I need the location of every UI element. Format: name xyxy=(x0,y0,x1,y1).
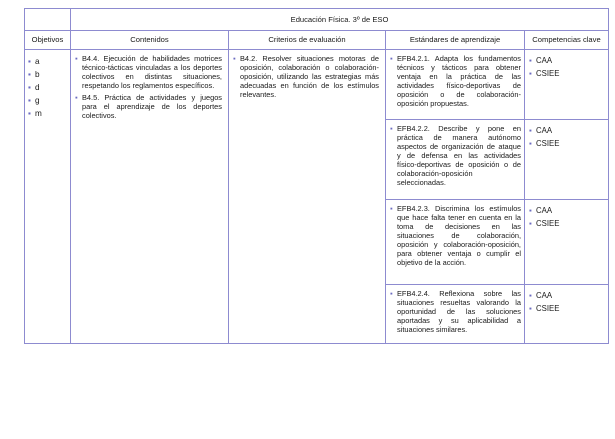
list-item: ▪ CAA xyxy=(529,56,553,65)
list-item: ▪ CAA xyxy=(529,206,553,215)
header-criterios: Criterios de evaluación xyxy=(229,31,386,50)
list-item: ▪ CAA xyxy=(529,291,553,300)
bullet-icon: ▪ xyxy=(75,54,78,63)
bullet-icon: ▪ xyxy=(529,139,532,148)
list-item: ▪ CSIEE xyxy=(529,219,560,228)
list-item: ▪ d xyxy=(28,83,40,92)
header-contenidos: Contenidos xyxy=(71,31,229,50)
contenidos-cell xyxy=(71,50,229,344)
bullet-icon: ▪ xyxy=(390,204,393,213)
criterios-cell xyxy=(229,50,386,344)
competencias-cell xyxy=(525,50,609,120)
header-competencias: Competencias clave xyxy=(525,31,609,50)
bullet-icon: ▪ xyxy=(529,219,532,228)
list-item: ▪ a xyxy=(28,57,40,66)
list-item: ▪ EFB4.2.4. Reflexiona sobre las situaciones resueltas valorando la oportunidad de las soluciones aportadas y su aplicabilidad a situaciones similares. xyxy=(390,289,521,335)
objetivos-cell xyxy=(25,50,71,344)
bullet-icon: ▪ xyxy=(529,291,532,300)
bullet-icon: ▪ xyxy=(529,206,532,215)
bullet-icon: ▪ xyxy=(28,109,31,118)
bullet-icon: ▪ xyxy=(529,69,532,78)
table-title: Educación Física. 3º de ESO xyxy=(71,9,609,31)
bullet-icon: ▪ xyxy=(28,70,31,79)
list-item: ▪ EFB4.2.2. Describe y pone en práctica de manera autónomo aspectos de organización de ataque y de defensa en las actividades físico-deportivas de oposición o de colaboración-oposición seleccionadas. xyxy=(390,124,521,188)
bullet-icon: ▪ xyxy=(529,56,532,65)
curriculum-table xyxy=(24,8,609,344)
bullet-icon: ▪ xyxy=(390,54,393,63)
bullet-icon: ▪ xyxy=(390,124,393,133)
bullet-icon: ▪ xyxy=(529,126,532,135)
bullet-icon: ▪ xyxy=(233,54,236,63)
list-item: ▪ g xyxy=(28,96,40,105)
list-item: ▪ CSIEE xyxy=(529,304,560,313)
estandar-cell xyxy=(386,50,525,120)
estandar-cell xyxy=(386,200,525,285)
criterios-list xyxy=(229,50,385,99)
bullet-icon: ▪ xyxy=(28,83,31,92)
bullet-icon: ▪ xyxy=(390,289,393,298)
corner-cell xyxy=(25,9,71,31)
list-item: ▪ B4.5. Práctica de actividades y juegos para el aprendizaje de los deportes colectivos. xyxy=(75,93,222,121)
header-objetivos: Objetivos xyxy=(25,31,71,50)
estandar-cell xyxy=(386,285,525,344)
bullet-icon: ▪ xyxy=(28,57,31,66)
objetivos-list xyxy=(25,50,70,120)
list-item: ▪ CSIEE xyxy=(529,69,560,78)
list-item: ▪ B4.2. Resolver situaciones motoras de oposición, colaboración o colaboración-oposición, utilizando las estrategias más adecuadas en función de los estímulos relevantes. xyxy=(233,54,379,100)
competencias-cell xyxy=(525,200,609,285)
bullet-icon: ▪ xyxy=(529,304,532,313)
list-item: ▪ EFB4.2.1. Adapta los fundamentos técnicos y tácticos para obtener ventaja en la práctica de las actividades físico-deportivas de oposición o de colaboración-oposición propuestas. xyxy=(390,54,521,109)
contenidos-list xyxy=(71,50,228,120)
header-estandares: Estándares de aprendizaje xyxy=(386,31,525,50)
list-item: ▪ B4.4. Ejecución de habilidades motrices técnico-tácticas vinculadas a los deportes colectivos en distintas situaciones, respetando los reglamentos específicos. xyxy=(75,54,222,91)
list-item: ▪ CAA xyxy=(529,126,553,135)
competencias-cell xyxy=(525,285,609,344)
estandar-cell xyxy=(386,120,525,200)
list-item: ▪ m xyxy=(28,109,42,118)
list-item: ▪ EFB4.2.3. Discrimina los estímulos que hace falta tener en cuenta en la toma de decisiones en las situaciones de colaboración, oposición y colaboración-oposición, para obtener ventaja o cumplir el objetivo de la acción. xyxy=(390,204,521,268)
competencias-cell xyxy=(525,120,609,200)
bullet-icon: ▪ xyxy=(28,96,31,105)
bullet-icon: ▪ xyxy=(75,93,78,103)
list-item: ▪ b xyxy=(28,70,40,79)
list-item: ▪ CSIEE xyxy=(529,139,560,148)
